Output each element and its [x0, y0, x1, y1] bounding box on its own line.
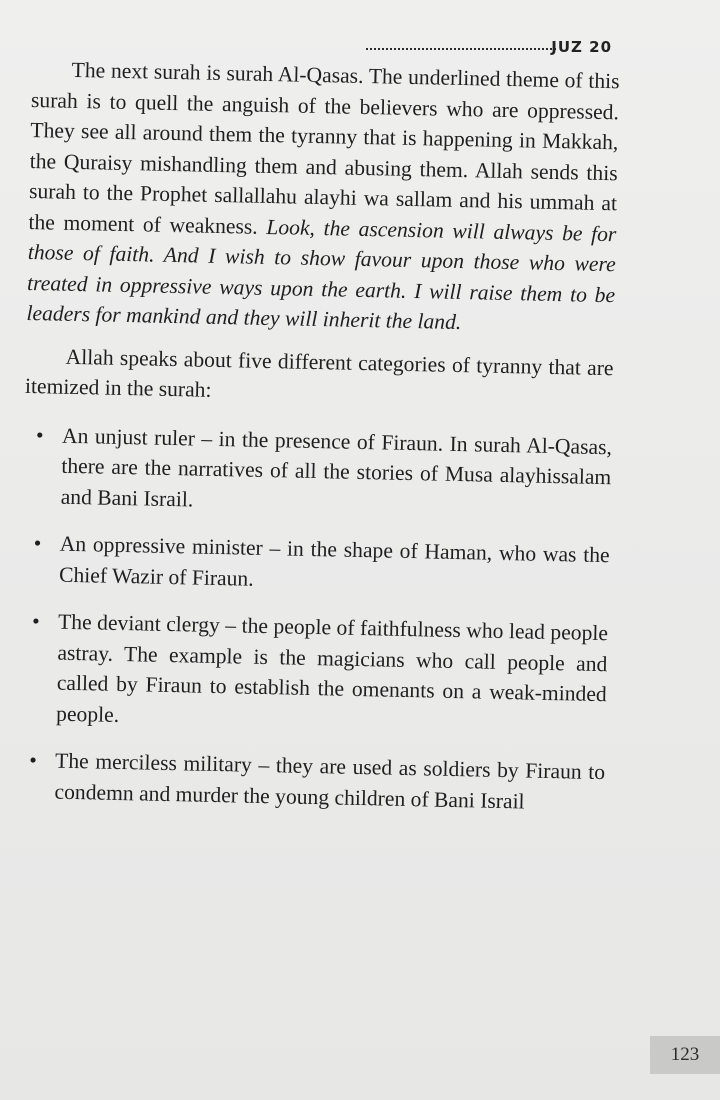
page-number-tab [650, 1036, 720, 1074]
paragraph-intro-quote: Look, the ascension will always be for those of faith. And I wish to show favour upon those who were treated in oppressive ways upon the earth. I will raise them to be leaders for mankind and they will inherit the land. [26, 214, 617, 335]
bullet-icon: • [35, 422, 44, 447]
list-item-text: The merciless military – they are used as soldiers by Firaun to condemn and murder the young children of Bani Israil [54, 748, 606, 813]
list-item [18, 606, 608, 740]
header-juz-label: JUZ 20 [551, 38, 612, 56]
header-dotted-leader [366, 48, 556, 50]
body-text [16, 54, 620, 835]
tyranny-list [16, 419, 612, 818]
running-header [366, 38, 614, 62]
list-item-text: The deviant clergy – the people of faithfulness who lead people astray. The example is the magicians who call people and called by Firaun to establish the omenants on a weak-minded people. [55, 609, 609, 727]
list-item [21, 528, 610, 601]
page-number: 123 [670, 1044, 700, 1065]
list-item [22, 419, 612, 523]
paragraph-categories [25, 340, 614, 413]
paragraph-intro-text: The next surah is surah Al-Qasas. The underlined theme of this surah is to quell the anguish of the believers who are oppressed. They see all around them the tyranny that is happening in Makkah, the Quraisy mishandling them and abusing them. Allah sends this surah to the Prophet sallallahu alayhi wa sallam and his ummah at the moment of weakness. [28, 57, 620, 239]
bullet-icon: • [33, 531, 42, 556]
list-item-text: An unjust ruler – in the presence of Firaun. In surah Al-Qasas, there are the narratives of all the stories of Musa alayhissalam and Bani Israil. [60, 423, 613, 511]
list-item [16, 745, 605, 818]
paragraph-intro [26, 54, 620, 341]
bullet-icon: • [31, 609, 40, 634]
paragraph-categories-text: Allah speaks about five different categories of tyranny that are itemized in the surah: [24, 344, 614, 402]
list-item-text: An oppressive minister – in the shape of Haman, who was the Chief Wazir of Firaun. [58, 531, 610, 591]
bullet-icon: • [28, 748, 38, 773]
